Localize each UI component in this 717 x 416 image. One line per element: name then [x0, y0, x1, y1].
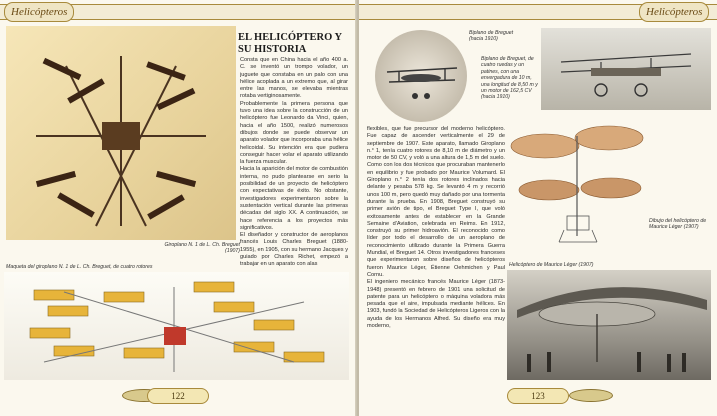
caption-gyroplane: Giroplano N. 1 de L. Ch. Breguet (1907): [164, 242, 240, 255]
right-page: [359, 0, 717, 416]
blimp-ornament-right: [569, 389, 613, 402]
article-title-line2: SU HISTORIA: [238, 43, 307, 55]
leger-rotor-drawing: [509, 116, 644, 256]
caption-leger: Helicóptero de Maurice Léger (1907): [509, 262, 594, 268]
caption-drawing: Dibujo del helicóptero de Maurice Léger (1907): [649, 218, 707, 231]
caption-model: Maqueta del giroplano N. 1 de L. Ch. Breguet, de cuatro rotores: [6, 264, 153, 270]
article-body-left: Consta que en China hacia el año 400 a. C. se inventó un trompo volador, un juguete que constaba en un palo con una hélice acoplada a un extremo que, al girar entre las manos, se elevaba mientras rotaba vertiginosamente. Probablemente la primera persona que tuvo una idea sobre la construcción de un helicóptero fue Leonardo da Vinci, quien, hacia el año 1500, realizó numerosos dibujos donde se puede observar un aparato volador que incorporaba una hélice helicoidal. Su intención era que pudiera conseguir hacer volar el aparato utilizando la fuerza muscular. Hacia la aparición del motor de combustión interna, no pudo plantearse en serio la posibilidad de un proyecto de helicóptero con expectativas de éxito. No obstante, investigadores experimentaron sobre la sustentación vertical durante las primeras décadas del siglo XX. A continuación, se hace referencia a los proyectos más significativos. El diseñador y constructor de aeroplanos francés Louis Charles Breguet (1880-1955), en 1905, con su hermano Jacques y guiado por Charles Richet, empezó a trabajar en un aparato con alas: [240, 57, 348, 268]
article-title: [238, 32, 350, 55]
gyroplane-photo: [6, 26, 236, 240]
article-body-right: flexibles, que fue precursor del moderno helicóptero. Fue capaz de ascender verticalmente el 29 de septiembre de 1907. Este aparato, llamado Giroplano n.° 1, tenía cuatro rotores de 8,10 m de diámetro y un motor de 50 CV, y voló a una altura de 1,5 m del suelo. Como con los dos técnicos que procuraban mantenerlo en equilibrio y fue probado por Maurice Volumard. El Giroplano n.° 2 tenía dos rotores inclinados hacia delante y pesaba 578 kg. Se levantó 4 m y recorrió unos 100 m, pero quedó muy dañado por una tormenta durante la prueba. En 1908, Breguet construyó su primer avión de tipo, el Breguet Type I, que voló exitosamente antes de establecer en la Grande Semaine d'Aviation, celebrada en Reims. En 1912, construyó su primer hidroavión. El reconocido como líder por todo el desarrollo de un aeroplano de reconocimiento utilizado durante la Primera Guerra Mundial, el Breguet 14. Otros investigadores franceses que experimentaron sobre diseños de helicópteros fueron Maurice Léger, Étienne Oehmichen y Paul Cornu. El ingeniero mecánico francés Maurice Léger (1873-1948) presentó en febrero de 1901 una solicitud de patente para un helicóptero o máquina voladora más pesada que el aire, impulsada mediante hélices. En 1903, fundó la Sociedad de Helicópteros Ligeros con la ayuda de los Hermanos Alfred. Su diseño era muy moderno,: [367, 126, 505, 330]
left-page: [0, 0, 357, 416]
section-title-left: Helicópteros: [4, 2, 74, 22]
page-number-right: 123: [507, 388, 569, 404]
caption-biplane: Biplano de Breguet (hacia 1910): [469, 30, 514, 43]
article-title-line1: EL HELICÓPTERO Y: [238, 32, 343, 43]
breguet-biplane-circle: [375, 30, 467, 122]
leger-helicopter-photo: [507, 270, 711, 380]
section-title-right: Helicópteros: [639, 2, 709, 22]
caption-breguet-desc: Biplano de Breguet, de cuatro ruedas y un patines, con una envergadura de 10 m, una longitud de 8,50 m y un motor de 162,5 CV (hacia 1910): [481, 56, 538, 101]
page-number-left: 122: [147, 388, 209, 404]
breguet-biplane-photo: [541, 28, 711, 110]
gyroplane-model-photo: [4, 272, 349, 380]
